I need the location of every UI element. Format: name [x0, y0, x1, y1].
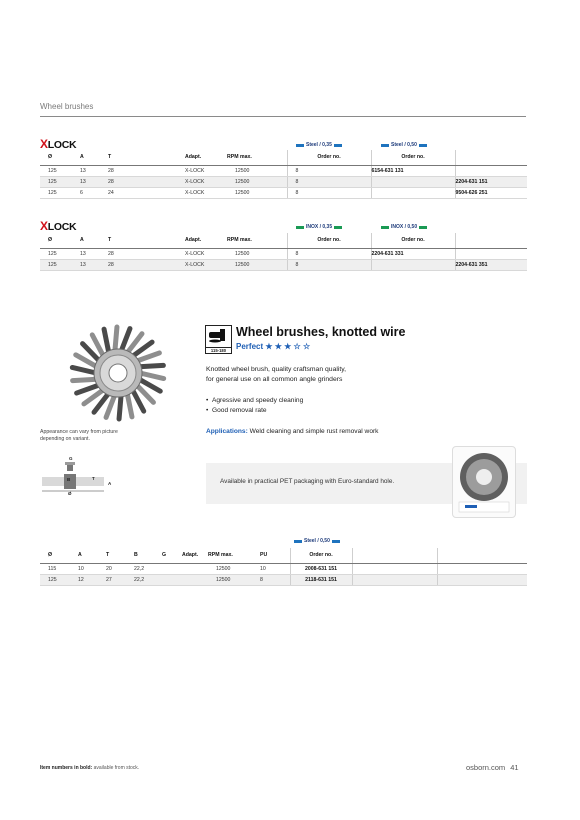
table-header-row: Ø A T B G Adapt. RPM max. PU Order no.: [40, 548, 527, 563]
wire-tuft: [140, 373, 164, 379]
wire-tuft: [137, 353, 160, 361]
dim-label-t: T: [92, 476, 95, 481]
packaging-promo-text: Available in practical PET packaging with Euro-standard hole.: [220, 478, 395, 485]
table-row: 125 13 28 X-LOCK 12500 8 2204-631 331: [40, 248, 527, 259]
dim-label-d: Ø: [68, 491, 72, 495]
section-divider: [40, 116, 526, 117]
table-row: 125 13 28 X-LOCK 12500 8 6154-631 131: [40, 165, 527, 176]
wire-tuft: [119, 395, 121, 419]
list-item: • Good removal rate: [206, 406, 267, 414]
xlock-logo: XLOCK: [40, 219, 77, 233]
grinder-range-label: 115-180: [206, 347, 231, 353]
table-row: 125 12 27 22,2 12500 8 2118-631 151: [40, 574, 527, 585]
table-row: 125 13 28 X-LOCK 12500 8 2204-631 151: [40, 176, 527, 187]
applications: Applications: Weld cleaning and simple rust removal work: [206, 428, 379, 435]
page-footer: [466, 763, 519, 772]
xlock-steel-table: [40, 150, 527, 199]
pet-package-image: [452, 446, 516, 518]
table-row: 125 6 24 X-LOCK 12500 8 9504-626 251: [40, 187, 527, 198]
steel-050-header: Steel / 0,50: [381, 142, 427, 148]
wire-tuft: [77, 385, 100, 393]
table-row: 125 13 28 X-LOCK 12500 8 2204-631 351: [40, 259, 527, 270]
product-title: Wheel brushes, knotted wire: [236, 325, 406, 339]
page-number: 41: [510, 763, 519, 772]
wire-tuft: [73, 379, 97, 380]
product-description: Knotted wheel brush, quality craftsman quality, for general use on all common angle grinders: [206, 366, 347, 383]
xlock-logo: XLOCK: [40, 137, 77, 151]
angle-grinder-badge: [205, 325, 232, 354]
dimension-diagram: [38, 455, 118, 495]
wire-tuft: [139, 365, 163, 366]
feature-list: [206, 396, 303, 415]
list-item: • Agressive and speedy cleaning: [206, 397, 304, 404]
product-rating: Perfect ★ ★ ★ ☆ ☆: [236, 342, 311, 351]
inox-050-header: INOX / 0,50: [381, 224, 427, 230]
dim-label-b: B: [67, 477, 71, 482]
xlock-inox-table: [40, 233, 527, 271]
rating-stars: ★ ★ ★ ☆ ☆: [265, 342, 311, 351]
wire-tuft: [72, 367, 96, 373]
site-link[interactable]: osborn.com: [466, 763, 506, 772]
steel-050-header: Steel / 0,50: [294, 538, 340, 544]
angle-grinder-icon: [206, 326, 231, 344]
knotted-wire-brush-image: [68, 323, 168, 423]
inox-035-header: INOX / 0,35: [296, 224, 342, 230]
wire-tuft: [127, 393, 132, 417]
wire-tuft: [104, 329, 109, 353]
steel-035-header: Steel / 0,35: [296, 142, 342, 148]
table-header-row: Ø A T Adapt. RPM max. Order no. Order no.: [40, 233, 527, 248]
dim-label-g: G: [69, 456, 73, 461]
section-title: Wheel brushes: [40, 102, 94, 111]
table-header-row: Ø A T Adapt. RPM max. Order no. Order no.: [40, 150, 527, 165]
table-row: 115 10 20 22,2 12500 10 2008-631 151: [40, 563, 527, 574]
appearance-note: Appearance can vary from picture depending on variant.: [40, 429, 118, 442]
wheel-brush-steel-table: [40, 548, 527, 586]
dim-label-a: A: [108, 481, 112, 486]
wire-tuft: [115, 327, 117, 351]
stock-note: Item numbers in bold: available from stock.: [40, 765, 140, 771]
